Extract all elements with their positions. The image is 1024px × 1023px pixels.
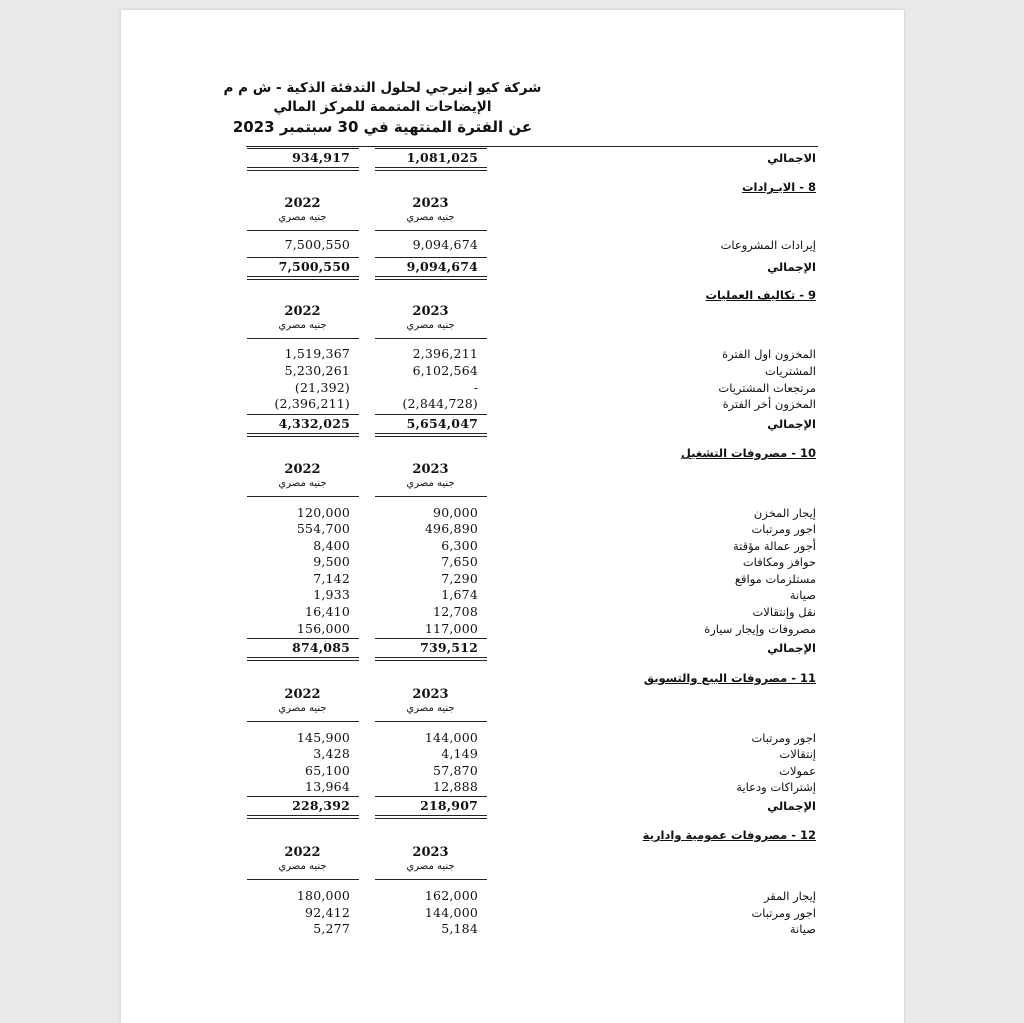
line-item-value-2022: 5,277	[313, 921, 350, 936]
period-title: عن الفترة المنتهية في 30 سبتمبر 2023	[232, 118, 533, 136]
section-total-10-2022: 874,085	[292, 640, 350, 655]
currency-label-2023: جنيه مصري	[406, 478, 455, 489]
line-item-label: نقل وإنتقالات	[752, 605, 816, 619]
currency-label-2022: جنيه مصري	[278, 861, 327, 872]
line-item-label: مصروفات وإيجار سيارة	[704, 622, 816, 636]
top-total-rule-2023	[375, 148, 487, 149]
section-total-11-2023: 218,907	[420, 798, 478, 813]
section-total-9-rule-2022	[247, 414, 359, 415]
section-title-11: 11 - مصروفات البيع والتسويق	[643, 671, 816, 685]
line-item-value-2023: 144,000	[424, 730, 478, 745]
year-header-2022: 2022	[284, 304, 321, 319]
section-total-10-double-rule-2023	[375, 657, 487, 661]
section-total-10-double-rule-2022	[247, 657, 359, 661]
currency-label-2022: جنيه مصري	[278, 478, 327, 489]
line-item-value-2023: 2,396,211	[412, 346, 478, 361]
year-header-2023: 2023	[412, 304, 449, 319]
line-item-value-2022: 8,400	[313, 538, 350, 553]
line-item-value-2022: (2,396,211)	[274, 396, 350, 411]
section-total-9-rule-2023	[375, 414, 487, 415]
currency-label-2023: جنيه مصري	[406, 212, 455, 223]
line-item-value-2023: 4,149	[441, 746, 478, 761]
section-total-8-rule-2023	[375, 257, 487, 258]
line-item-label: حوافز ومكافات	[742, 555, 816, 569]
line-item-label: اجور ومرتبات	[751, 731, 816, 745]
line-item-value-2023: 12,888	[433, 779, 478, 794]
top-total-double-rule-2022	[247, 167, 359, 171]
line-item-value-2022: 1,519,367	[284, 346, 350, 361]
top-total-2022: 934,917	[292, 150, 350, 165]
currency-label-2022: جنيه مصري	[278, 703, 327, 714]
line-item-label: مرتجعات المشتريات	[718, 381, 816, 395]
section-total-8-label: الإجمالي	[767, 260, 816, 274]
line-item-value-2023: 12,708	[433, 604, 478, 619]
header-underline-2023	[375, 496, 487, 497]
line-item-value-2023: 90,000	[433, 505, 478, 520]
year-header-2022: 2022	[284, 845, 321, 860]
header-underline-2023	[375, 230, 487, 231]
line-item-value-2023: 496,890	[424, 521, 478, 536]
line-item-value-2023: -	[473, 380, 478, 395]
line-item-value-2023: 9,094,674	[412, 237, 478, 252]
section-total-10-label: الإجمالي	[767, 641, 816, 655]
section-title-10: 10 - مصروفات التشغيل	[680, 446, 816, 460]
line-item-value-2022: 145,900	[296, 730, 350, 745]
currency-label-2023: جنيه مصري	[406, 703, 455, 714]
company-title: شركة كيو إنيرجي لحلول التدفئة الذكية - ش م م	[223, 80, 542, 96]
header-underline-2023	[375, 338, 487, 339]
header-underline-2023	[375, 721, 487, 722]
header-underline-2022	[247, 496, 359, 497]
line-item-value-2023: (2,844,728)	[402, 396, 478, 411]
section-total-9-2023: 5,654,047	[406, 416, 478, 431]
header-underline-2022	[247, 230, 359, 231]
line-item-label: اجور ومرتبات	[751, 522, 816, 536]
top-total-double-rule-2023	[375, 167, 487, 171]
line-item-value-2023: 1,674	[441, 587, 478, 602]
line-item-label: عمولات	[779, 764, 816, 778]
line-item-value-2023: 5,184	[441, 921, 478, 936]
line-item-label: اجور ومرتبات	[751, 906, 816, 920]
header-rule	[246, 146, 818, 147]
line-item-label: إنتقالات	[779, 747, 816, 761]
line-item-label: إيجار المقر	[763, 889, 816, 903]
year-header-2022: 2022	[284, 462, 321, 477]
line-item-label: إشتراكات ودعاية	[736, 780, 816, 794]
line-item-value-2023: 7,290	[441, 571, 478, 586]
section-title-9: 9 - تكاليف العمليات	[705, 288, 816, 302]
section-title-12: 12 - مصروفات عمومية وادارية	[642, 828, 816, 842]
line-item-value-2022: 7,500,550	[284, 237, 350, 252]
section-total-11-label: الإجمالي	[767, 799, 816, 813]
line-item-value-2023: 6,102,564	[412, 363, 478, 378]
header-underline-2022	[247, 721, 359, 722]
currency-label-2023: جنيه مصري	[406, 320, 455, 331]
year-header-2023: 2023	[412, 687, 449, 702]
line-item-value-2022: 156,000	[296, 621, 350, 636]
line-item-label: أجور عمالة مؤقتة	[732, 539, 816, 553]
year-header-2023: 2023	[412, 462, 449, 477]
header-underline-2022	[247, 879, 359, 880]
section-title-8: 8 - الايـرادات	[741, 180, 816, 194]
line-item-value-2022: 1,933	[313, 587, 350, 602]
line-item-label: صيانة	[789, 922, 816, 936]
section-total-10-2023: 739,512	[420, 640, 478, 655]
line-item-value-2023: 57,870	[433, 763, 478, 778]
section-total-11-double-rule-2023	[375, 815, 487, 819]
line-item-label: إيرادات المشروعات	[720, 238, 816, 252]
year-header-2022: 2022	[284, 196, 321, 211]
line-item-value-2022: 120,000	[296, 505, 350, 520]
section-total-9-double-rule-2022	[247, 433, 359, 437]
line-item-value-2023: 7,650	[441, 554, 478, 569]
header-underline-2022	[247, 338, 359, 339]
line-item-value-2022: 16,410	[305, 604, 350, 619]
line-item-value-2022: 5,230,261	[284, 363, 350, 378]
year-header-2023: 2023	[412, 196, 449, 211]
line-item-value-2022: 554,700	[296, 521, 350, 536]
section-total-8-2023: 9,094,674	[406, 259, 478, 274]
line-item-value-2023: 144,000	[424, 905, 478, 920]
line-item-value-2022: 3,428	[313, 746, 350, 761]
section-total-8-double-rule-2023	[375, 276, 487, 280]
line-item-value-2022: 180,000	[296, 888, 350, 903]
section-total-8-2022: 7,500,550	[278, 259, 350, 274]
line-item-value-2022: 65,100	[305, 763, 350, 778]
line-item-value-2022: 7,142	[313, 571, 350, 586]
line-item-value-2022: 13,964	[305, 779, 350, 794]
year-header-2023: 2023	[412, 845, 449, 860]
year-header-2022: 2022	[284, 687, 321, 702]
section-total-8-double-rule-2022	[247, 276, 359, 280]
line-item-label: المخزون اول الفترة	[722, 347, 816, 361]
section-total-10-rule-2022	[247, 638, 359, 639]
line-item-value-2022: 9,500	[313, 554, 350, 569]
top-total-rule-2022	[247, 148, 359, 149]
line-item-label: المخزون أخر الفترة	[722, 397, 816, 411]
currency-label-2023: جنيه مصري	[406, 861, 455, 872]
section-total-9-2022: 4,332,025	[278, 416, 350, 431]
line-item-value-2022: (21,392)	[294, 380, 350, 395]
line-item-value-2022: 92,412	[305, 905, 350, 920]
header-underline-2023	[375, 879, 487, 880]
line-item-label: إيجار المخزن	[753, 506, 816, 520]
section-total-11-rule-2022	[247, 796, 359, 797]
line-item-value-2023: 117,000	[424, 621, 478, 636]
section-total-11-rule-2023	[375, 796, 487, 797]
section-total-11-double-rule-2022	[247, 815, 359, 819]
line-item-label: المشتريات	[765, 364, 816, 378]
section-total-10-rule-2023	[375, 638, 487, 639]
section-total-11-2022: 228,392	[292, 798, 350, 813]
top-total-2023: 1,081,025	[406, 150, 478, 165]
document-subtitle: الإيضاحات المتممة للمركز المالي	[273, 99, 492, 115]
section-total-9-label: الإجمالي	[767, 417, 816, 431]
section-total-8-rule-2022	[247, 257, 359, 258]
line-item-label: مستلزمات مواقع	[734, 572, 816, 586]
currency-label-2022: جنيه مصري	[278, 320, 327, 331]
line-item-label: صيانة	[789, 588, 816, 602]
line-item-value-2023: 6,300	[441, 538, 478, 553]
section-total-9-double-rule-2023	[375, 433, 487, 437]
line-item-value-2023: 162,000	[424, 888, 478, 903]
currency-label-2022: جنيه مصري	[278, 212, 327, 223]
top-total-label: الاجمالي	[767, 151, 816, 165]
